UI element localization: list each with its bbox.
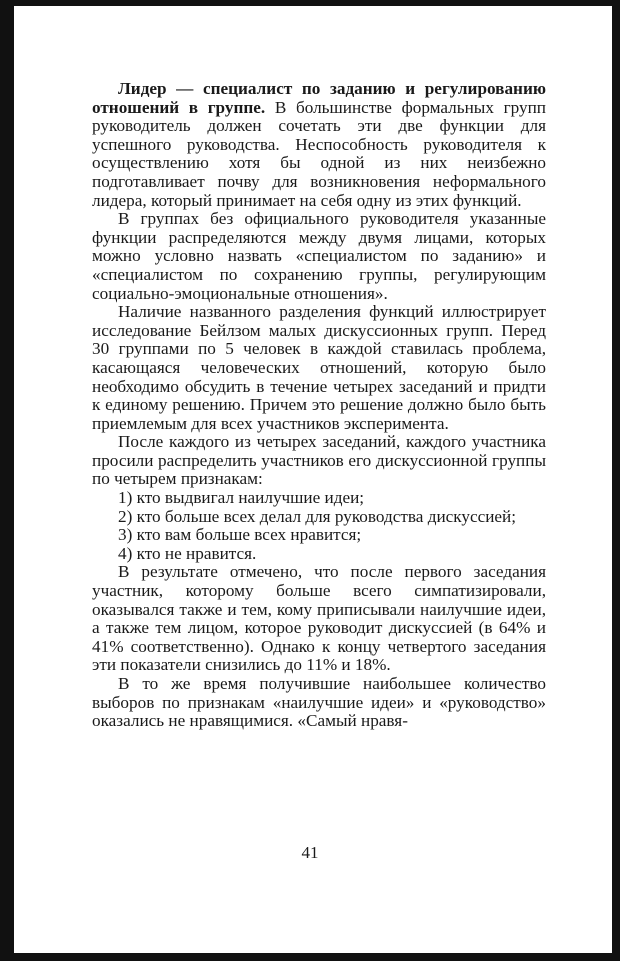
paragraph-bales-study: Наличие названного разделения функций иллюстрирует исследование Бейлзом малых дискуссионных групп. Перед 30 группами по 5 человек в каждой ставилась проблема, касающаяся человеческих отношений, которую было необходимо обсудить в течение четырех заседаний и придти к единому решению. Причем это решение должно было быть приемлемым для всех участников эксперимента. [92,302,546,433]
scan-edge-bottom [0,953,620,961]
paragraph-lead: Лидер — специалист по заданию и регулированию отношений в группе. [92,79,546,117]
list-item: 3) кто вам больше всех нравится; [118,525,362,545]
paragraph-survey-intro: После каждого из четырех заседаний, каждого участника просили распределить участников его дискуссионной группы по четырем признакам: [92,432,546,489]
page-body [92,80,546,731]
page-number: 41 [301,843,319,862]
paragraph-text: В большинстве формальных групп руководитель должен сочетать эти две функции для успешного руководства. Неспособность руководителя к осуществлению хотя бы одной из них неизбежно подготавливает почву для возникновения неформального лидера, который принимает на себя одну из этих функций. [92,97,547,210]
paragraph-informal-groups: В группах без официального руководителя указанные функции распределяются между двумя лицами, которых можно условно назвать «специалистом по заданию» и «специалистом по сохранению группы, регулирующим социально-эмоциональные отношения». [92,209,546,303]
scan-edge-left [0,0,14,961]
scan-edge-right [612,0,620,961]
scan-edge-top [0,0,620,6]
list-item: 1) кто выдвигал наилучшие идеи; [118,488,365,508]
list-item: 4) кто не нравится. [118,543,257,563]
paragraph-conclusion: В то же время получившие наибольшее количество выборов по признакам «наилучшие идеи» и «руководство» оказались не нравящимися. «Самый нравя- [92,674,546,731]
paragraph-leader-definition [92,80,546,210]
list-item: 2) кто больше всех делал для руководства дискуссией; [118,506,517,526]
paragraph-results: В результате отмечено, что после первого заседания участник, которому больше всего симпатизировали, оказывался также и тем, кому приписывали наилучшие идеи, а также тем лицом, которое руководит дискуссией (в 64% и 41% соответственно). Однако к концу четвертого заседания эти показатели снизились до 11% и 18%. [92,562,546,675]
